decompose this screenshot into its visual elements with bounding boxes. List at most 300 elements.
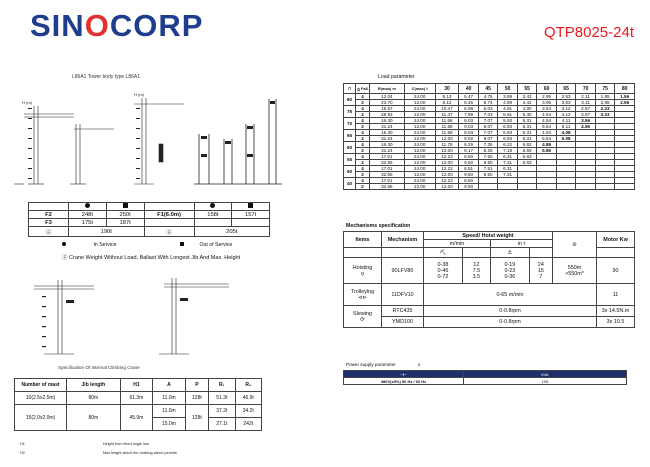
- load-r-cell: 32.65: [370, 172, 405, 178]
- load-fall-cell: 4: [356, 94, 370, 100]
- load-fall-cell: 4: [356, 118, 370, 124]
- table-cell: 550m >550m*: [553, 258, 597, 284]
- load-r-cell: 17.01: [370, 154, 405, 160]
- table-header: [15, 379, 262, 392]
- table-cell: 80m: [67, 405, 121, 431]
- table-row: [344, 284, 635, 306]
- load-value-cell: 4.56: [576, 124, 596, 130]
- load-value-cell: 12.22: [435, 154, 459, 160]
- table-cell: 10(2.5x2.5m): [15, 392, 67, 405]
- tower-drawing-3: [134, 98, 184, 184]
- load-value-cell: 6.03: [478, 106, 498, 112]
- radius-header-cell: 70: [576, 84, 596, 94]
- table-cell: 11: [597, 284, 635, 306]
- tower-4-blocks: [201, 101, 275, 157]
- load-r-cell: 16.30: [370, 130, 405, 136]
- table-row: [29, 219, 270, 227]
- table-row: [344, 258, 635, 284]
- rope-drum-icon: ⊚: [553, 232, 597, 258]
- load-value-cell: 8.50: [478, 172, 498, 178]
- load-value-cell: 8.50: [459, 178, 479, 184]
- table-row: [15, 392, 262, 405]
- load-value-cell: 12.22: [435, 178, 459, 184]
- load-value-cell: 9.17: [459, 148, 479, 154]
- weight-icon: ⓖ: [144, 227, 194, 237]
- load-value-cell: 6.31: [498, 166, 518, 172]
- table-cell: Speed/ Hoist weight: [424, 232, 553, 240]
- load-value-cell: 4.42: [517, 100, 537, 106]
- load-value-cell: [595, 184, 615, 190]
- sinocorp-logo: SINOCORP: [30, 8, 204, 43]
- table-cell: 157t: [232, 211, 270, 219]
- table-header: [344, 232, 635, 240]
- table-cell: 34.2t: [235, 405, 261, 418]
- table-cell: 51.3t: [209, 392, 235, 405]
- load-value-cell: 7.07: [478, 118, 498, 124]
- load-fall-cell: 4: [356, 154, 370, 160]
- load-value-cell: 4.12: [556, 112, 576, 118]
- load-value-cell: 6.93: [498, 136, 518, 142]
- table-cell: R₂: [235, 379, 261, 392]
- table-cell: 61.3m: [120, 392, 153, 405]
- load-header-cell: ⊓: [344, 84, 356, 94]
- table-cell: 0-38 0-46 0-72: [424, 258, 463, 284]
- load-value-cell: 5.54: [537, 124, 557, 130]
- load-value-cell: 12.00: [435, 148, 459, 154]
- table-cell: 11DFV10: [382, 284, 424, 306]
- table-cell: 380V(±5%) 50 Hz / 60 Hz: [344, 378, 464, 385]
- load-r-cell: 16.30: [370, 142, 405, 148]
- table-row: [29, 211, 270, 219]
- load-value-cell: 9.50: [459, 160, 479, 166]
- radius-header-cell: 40: [459, 84, 479, 94]
- legend: In Service Out of Service: [62, 242, 232, 248]
- load-value-cell: 2.85: [595, 100, 615, 106]
- jib-length-cell: 40: [344, 178, 356, 190]
- load-value-cell: 12.00: [435, 184, 459, 190]
- load-fall-cell: 2: [356, 160, 370, 166]
- jib-length-cell: 55: [344, 154, 356, 166]
- load-value-cell: 8.07: [478, 136, 498, 142]
- load-value-cell: 6.22: [498, 142, 518, 148]
- load-r-cell: 28.92: [370, 112, 405, 118]
- load-value-cell: 3.11: [576, 100, 596, 106]
- table-cell: [144, 203, 194, 211]
- table-cell: Trolleying ⊲⊳: [344, 284, 382, 306]
- table-cell: A: [153, 379, 186, 392]
- trolley-icon: ⊲⊳: [357, 294, 368, 301]
- table-cell: 24 15 7: [529, 258, 552, 284]
- load-value-cell: 5.63: [517, 154, 537, 160]
- load-value-cell: 5.91: [498, 112, 518, 118]
- load-value-cell: 12.00: [435, 172, 459, 178]
- load-value-cell: 5.62: [517, 142, 537, 148]
- radius-header-cell: 80: [615, 84, 635, 94]
- load-value-cell: 3.12: [556, 106, 576, 112]
- load-value-cell: 1.85: [595, 94, 615, 100]
- table-cell: Jib length: [67, 379, 121, 392]
- load-value-cell: 8.51: [459, 166, 479, 172]
- load-value-cell: 8.03: [459, 130, 479, 136]
- load-r-cell: 31.24: [370, 136, 405, 142]
- load-c-cell: 24.00: [404, 130, 435, 136]
- load-value-cell: 6.98: [459, 106, 479, 112]
- load-value-cell: 3.56: [576, 118, 596, 124]
- out-service-block-icon: [232, 203, 270, 211]
- load-header-cell: ⩍ Fall: [356, 84, 370, 94]
- load-value-cell: 5.86: [537, 148, 557, 154]
- table-cell: 27.1t: [209, 418, 235, 431]
- load-value-cell: [615, 184, 635, 190]
- table-cell: 12 7.5 3.5: [462, 258, 490, 284]
- table-row: [344, 317, 635, 328]
- table-cell: F3: [29, 219, 69, 227]
- load-r-cell: 23.70: [370, 100, 405, 106]
- load-value-cell: 8.03: [459, 118, 479, 124]
- weight-icon: ⓖ: [29, 227, 69, 237]
- load-param-title: Load parameter: [378, 74, 415, 80]
- load-value-cell: 9.50: [459, 184, 479, 190]
- table-cell: 187t: [106, 219, 144, 227]
- load-value-cell: 7.07: [478, 130, 498, 136]
- table-cell: 175t: [69, 219, 107, 227]
- table-cell: 128t: [185, 392, 208, 405]
- load-fall-cell: 4: [356, 166, 370, 172]
- table-row: [15, 405, 262, 418]
- load-c-cell: 12.00: [404, 124, 435, 130]
- table-cell: 46.9t: [235, 392, 261, 405]
- load-value-cell: 9.50: [459, 172, 479, 178]
- load-fall-cell: 2: [356, 184, 370, 190]
- load-value-cell: 5.31: [517, 118, 537, 124]
- load-parameter-table: [343, 83, 635, 190]
- model-number: QTP8025-24t: [543, 24, 634, 41]
- radius-header-cell: 45: [478, 84, 498, 94]
- table-cell: Mechanism: [382, 232, 424, 248]
- legend-note: ⓖ Crane Weight Without Load, Ballast With Longest Jib And Max. Height: [62, 255, 241, 261]
- load-fall-cell: 2: [356, 148, 370, 154]
- load-fall-cell: 2: [356, 124, 370, 130]
- table-row: [29, 203, 270, 211]
- jib-length-cell: 70: [344, 118, 356, 130]
- load-value-cell: 7.03: [478, 112, 498, 118]
- load-value-cell: 6.31: [517, 136, 537, 142]
- table-cell: 15.0m: [153, 418, 186, 431]
- load-value-cell: 11.47: [435, 112, 459, 118]
- load-value-cell: 2.11: [576, 94, 596, 100]
- load-c-cell: 12.00: [404, 100, 435, 106]
- load-value-cell: 7.31: [498, 160, 518, 166]
- out-service-block-icon: [106, 203, 144, 211]
- load-value-cell: 2.53: [556, 94, 576, 100]
- load-r-cell: 17.01: [370, 178, 405, 184]
- f-force-table: [28, 202, 270, 237]
- load-c-cell: 24.00: [404, 154, 435, 160]
- load-fall-cell: 2: [356, 136, 370, 142]
- load-fall-cell: 2: [356, 172, 370, 178]
- out-service-block-icon: [180, 242, 184, 246]
- table-cell: [144, 219, 194, 227]
- load-value-cell: 5.30: [517, 112, 537, 118]
- load-c-cell: 12.00: [404, 172, 435, 178]
- radius-header-cell: 50: [498, 84, 518, 94]
- load-value-cell: 4.08: [556, 130, 576, 136]
- load-c-cell: 24.00: [404, 118, 435, 124]
- tower-drawing-4: [194, 99, 282, 184]
- load-value-cell: [498, 184, 518, 190]
- load-fall-cell: 2: [356, 100, 370, 106]
- climbing-table: [14, 378, 262, 431]
- load-c-cell: 24.00: [404, 166, 435, 172]
- load-c-cell: 12.00: [404, 148, 435, 154]
- load-value-cell: 4.91: [498, 106, 518, 112]
- table-cell: RTC435: [382, 306, 424, 317]
- load-c-cell: 12.00: [404, 184, 435, 190]
- footnote-h2: H2 Max.height which the hoisting winch permits: [20, 451, 177, 455]
- load-value-cell: 3.89: [498, 94, 518, 100]
- load-r-cell: 12.04: [370, 94, 405, 100]
- load-value-cell: 3.23: [595, 112, 615, 118]
- table-cell: 0-19 0-23 0-36: [490, 258, 529, 284]
- footnote-h1: H1 Height from fixed angle iron: [20, 442, 150, 446]
- load-value-cell: 2.56: [615, 100, 635, 106]
- load-value-cell: 4.75: [478, 94, 498, 100]
- load-value-cell: 8.50: [478, 160, 498, 166]
- load-r-cell: 15.57: [370, 106, 405, 112]
- load-value-cell: 3.43: [517, 94, 537, 100]
- load-c-cell: 12.00: [404, 160, 435, 166]
- load-fall-cell: 2: [356, 112, 370, 118]
- load-value-cell: 8.07: [478, 124, 498, 130]
- load-value-cell: 7.51: [478, 166, 498, 172]
- load-value-cell: 3.53: [556, 100, 576, 106]
- load-value-cell: 7.31: [498, 172, 518, 178]
- load-r-cell: 17.01: [370, 166, 405, 172]
- load-c-cell: 12.00: [404, 112, 435, 118]
- load-value-cell: 2.57: [576, 106, 596, 112]
- load-value-cell: [556, 184, 576, 190]
- height-label-1: H (m): [22, 100, 32, 105]
- table-cell: 0-0.8rpm: [424, 317, 597, 328]
- table-cell: 250t: [106, 211, 144, 219]
- table-cell: 3x 10.5: [597, 317, 635, 328]
- climb-caption: Specification Of Internal Climbing Crane: [58, 365, 140, 370]
- load-value-cell: 11.78: [435, 142, 459, 148]
- load-value-cell: 7.35: [478, 142, 498, 148]
- load-value-cell: 7.18: [498, 148, 518, 154]
- load-value-cell: 4.54: [537, 130, 557, 136]
- load-value-cell: 9.02: [459, 136, 479, 142]
- in-service-dot-icon: [69, 203, 107, 211]
- load-value-cell: 2.95: [537, 94, 557, 100]
- load-value-cell: 5.93: [498, 118, 518, 124]
- load-value-cell: 4.30: [517, 106, 537, 112]
- table-cell: 242t: [235, 418, 261, 431]
- load-value-cell: 5.54: [537, 136, 557, 142]
- table-cell: 158t: [194, 211, 232, 219]
- in-service-dot-icon: [194, 203, 232, 211]
- load-value-cell: 8.13: [435, 94, 459, 100]
- load-value-cell: 11.58: [435, 124, 459, 130]
- load-value-cell: 3.95: [537, 100, 557, 106]
- table-cell: F2: [29, 211, 69, 219]
- table-cell: Number of mast: [15, 379, 67, 392]
- mechanism-table: [343, 231, 635, 328]
- load-c-cell: 24.00: [404, 142, 435, 148]
- load-value-cell: 8.50: [459, 154, 479, 160]
- table-cell: 3x 14.5N.m: [597, 306, 635, 317]
- load-value-cell: 5.93: [498, 130, 518, 136]
- load-r-cell: 32.65: [370, 184, 405, 190]
- table-cell: 90LFV80: [382, 258, 424, 284]
- plug-icon: ⊣⊢: [344, 371, 464, 378]
- radius-header-cell: 75: [595, 84, 615, 94]
- load-c-cell: 24.00: [404, 94, 435, 100]
- load-value-cell: 5.74: [478, 100, 498, 106]
- load-value-cell: 2.23: [595, 106, 615, 112]
- load-value-cell: 5.08: [556, 136, 576, 142]
- table-cell: 15(2.0x2.0m): [15, 405, 67, 431]
- table-cell: Hoisting ǫ: [344, 258, 382, 284]
- table-cell: [232, 219, 270, 227]
- tower-drawing-1: [14, 106, 74, 184]
- load-c-cell: 24.00: [404, 178, 435, 184]
- table-header: [344, 84, 635, 94]
- load-value-cell: 3.54: [537, 106, 557, 112]
- load-header-cell: R(max) m: [370, 84, 405, 94]
- load-fall-cell: 4: [356, 130, 370, 136]
- table-cell: P: [185, 379, 208, 392]
- load-c-cell: 24.00: [404, 106, 435, 112]
- load-fall-cell: 4: [356, 142, 370, 148]
- load-header-cell: C(max) t: [404, 84, 435, 94]
- load-value-cell: 7.50: [478, 154, 498, 160]
- hook-double-icon: ⛏: [424, 248, 463, 258]
- load-r-cell: 31.24: [370, 148, 405, 154]
- table-cell: Motor Kw: [597, 232, 635, 248]
- load-value-cell: 7.99: [459, 112, 479, 118]
- table-cell: 248t: [69, 211, 107, 219]
- power-table: [343, 370, 627, 385]
- jib-length-cell: 65: [344, 130, 356, 142]
- load-value-cell: 5.47: [459, 94, 479, 100]
- load-fall-cell: 4: [356, 178, 370, 184]
- table-cell: [29, 203, 69, 211]
- mech-title: Mechanisms specification: [346, 223, 411, 229]
- load-value-cell: [576, 184, 596, 190]
- hoist-icon: ǫ: [361, 270, 364, 277]
- table-cell: 80m: [67, 392, 121, 405]
- load-value-cell: 4.54: [537, 112, 557, 118]
- load-value-cell: 6.59: [517, 148, 537, 154]
- table-cell: 205t: [194, 227, 270, 237]
- load-value-cell: 11.58: [435, 118, 459, 124]
- radius-header-cell: 30: [435, 84, 459, 94]
- load-value-cell: 12.00: [435, 136, 459, 142]
- table-cell: Items: [344, 232, 382, 248]
- table-cell: 90: [597, 258, 635, 284]
- table-cell: 0-0.8rpm: [424, 306, 597, 317]
- load-value-cell: [517, 184, 537, 190]
- table-cell: [529, 248, 552, 258]
- table-cell: R₁: [209, 379, 235, 392]
- table-cell: 105: [464, 378, 627, 385]
- table-cell: 37.2t: [209, 405, 235, 418]
- load-fall-cell: 4: [356, 106, 370, 112]
- load-value-cell: 12.22: [435, 166, 459, 172]
- jib-length-cell: 60: [344, 142, 356, 154]
- hook-single-icon: ⚓: [490, 248, 529, 258]
- tower-drawing-2: [70, 124, 114, 184]
- load-value-cell: 5.31: [517, 130, 537, 136]
- jib-length-cell: 75: [344, 106, 356, 118]
- climbing-crane-diagrams: [14, 272, 254, 364]
- load-value-cell: [537, 184, 557, 190]
- table-cell: m/min: [424, 240, 491, 248]
- table-cell: 0-65 m/min: [424, 284, 597, 306]
- table-cell: [597, 248, 635, 258]
- slewing-icon: ⟳: [360, 316, 365, 323]
- load-value-cell: 8.26: [478, 148, 498, 154]
- table-cell: 190t: [69, 227, 145, 237]
- load-value-cell: 10.47: [435, 106, 459, 112]
- load-value-cell: 6.45: [459, 100, 479, 106]
- load-value-cell: 5.11: [556, 124, 576, 130]
- load-value-cell: 8.12: [435, 100, 459, 106]
- table-cell: [194, 219, 232, 227]
- load-r-cell: 32.65: [370, 160, 405, 166]
- table-row: [344, 371, 627, 378]
- load-value-cell: 4.11: [556, 118, 576, 124]
- load-value-cell: 3.57: [576, 112, 596, 118]
- load-value-cell: 4.54: [537, 118, 557, 124]
- load-r-cell: 31.24: [370, 124, 405, 130]
- table-row: [29, 227, 270, 237]
- load-c-cell: 12.00: [404, 136, 435, 142]
- table-cell: 45.9m: [120, 405, 153, 431]
- jib-length-cell: 50: [344, 166, 356, 178]
- in-service-dot-icon: [62, 242, 66, 246]
- table-cell: kVA: [464, 371, 627, 378]
- load-value-cell: 1.56: [615, 94, 635, 100]
- table-cell: [462, 248, 490, 258]
- load-value-cell: 12.00: [435, 160, 459, 166]
- radius-header-cell: 60: [537, 84, 557, 94]
- jib-length-cell: 80: [344, 94, 356, 106]
- load-value-cell: [478, 184, 498, 190]
- height-label-2: H (m): [134, 92, 144, 97]
- load-value-cell: 6.31: [517, 124, 537, 130]
- load-value-cell: 6.63: [517, 160, 537, 166]
- table-row: [344, 306, 635, 317]
- weight-icon: ⓖ: [62, 255, 68, 261]
- tower-caption: L86A1 Tower body type L86A1: [72, 74, 141, 80]
- load-value-cell: 6.93: [498, 124, 518, 130]
- table-cell: 128t: [185, 405, 208, 431]
- table-cell: [344, 248, 382, 258]
- table-row: [344, 184, 635, 190]
- load-r-cell: 16.30: [370, 118, 405, 124]
- load-value-cell: 6.31: [498, 154, 518, 160]
- table-cell: in t: [490, 240, 552, 248]
- table-cell: Slewing ⟳: [344, 306, 382, 328]
- table-cell: YMD100: [382, 317, 424, 328]
- load-value-cell: 9.03: [459, 124, 479, 130]
- table-cell: [382, 248, 424, 258]
- power-title: Power supply parameter x: [346, 362, 421, 367]
- load-value-cell: 8.29: [459, 142, 479, 148]
- table-row: [344, 378, 627, 385]
